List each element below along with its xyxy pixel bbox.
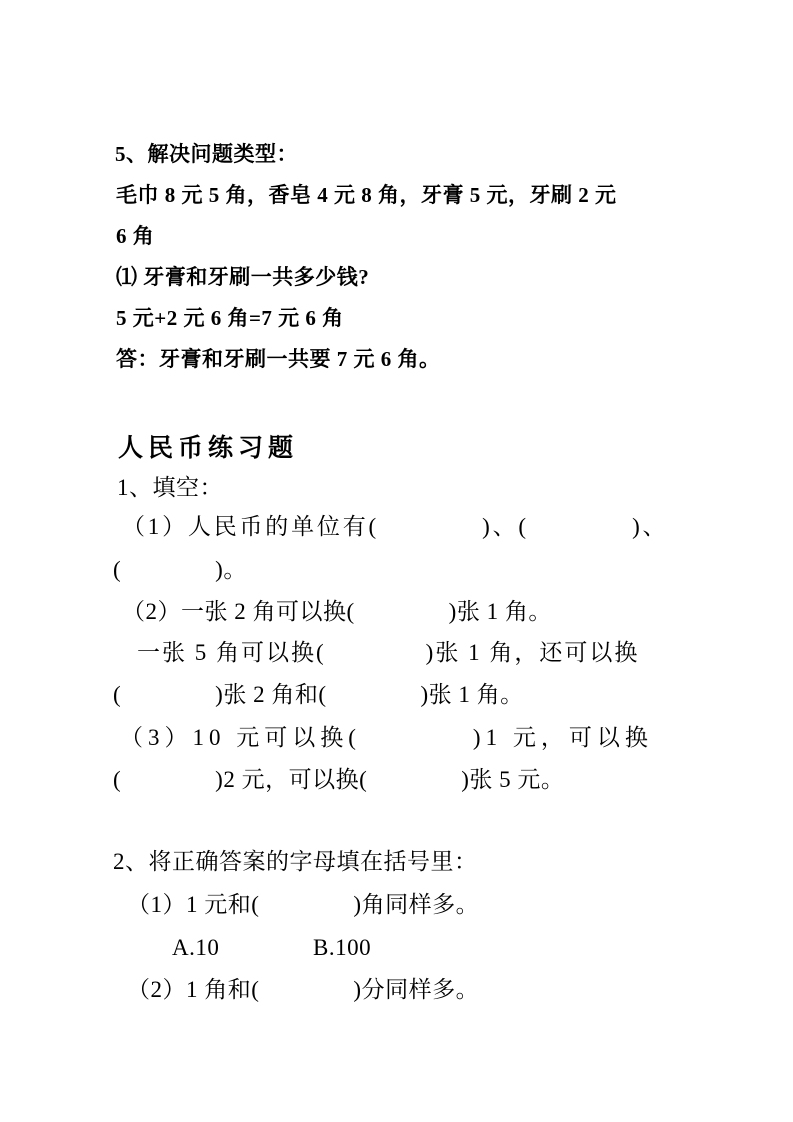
prices-line-wrap: 6 角 [116,224,155,248]
blank-question-line: ( )2 元，可以换( )张 5 元。 [113,767,565,792]
blank-question-line: 一张 5 角可以换( )张 1 角，还可以换 [137,640,640,665]
problem-solving-heading: 5、解决问题类型： [115,142,298,166]
option-b: B.100 [313,935,372,960]
choice-question-line: （2）1 角和( )分同样多。 [127,977,480,1002]
answer-line: 答：牙膏和牙刷一共要 7 元 6 角。 [116,347,441,371]
equation-line: 5 元+2 元 6 角=7 元 6 角 [116,306,344,330]
option-a: A.10 [172,935,220,960]
blank-question-line: （1）人民币的单位有( )、( )、 [122,514,669,539]
blank-question-line: （2）一张 2 角可以换( )张 1 角。 [122,599,552,624]
subquestion-line: ⑴ 牙膏和牙刷一共多少钱? [116,265,370,289]
choice-question-line: （1）1 元和( )角同样多。 [127,892,480,917]
blank-question-line: （3）10 元可以换( )1 元，可以换 [120,725,653,750]
blank-question-line: ( )。 [113,557,247,582]
blank-question-line: ( )张 2 角和( )张 1 角。 [113,682,524,707]
prices-line: 毛巾 8 元 5 角，香皂 4 元 8 角，牙膏 5 元，牙刷 2 元 [116,183,617,207]
fill-in-blanks-title: 1、填空： [117,475,223,500]
multiple-choice-title: 2、将正确答案的字母填在括号里： [113,849,478,874]
practice-section-heading: 人民币练习题 [118,435,299,462]
